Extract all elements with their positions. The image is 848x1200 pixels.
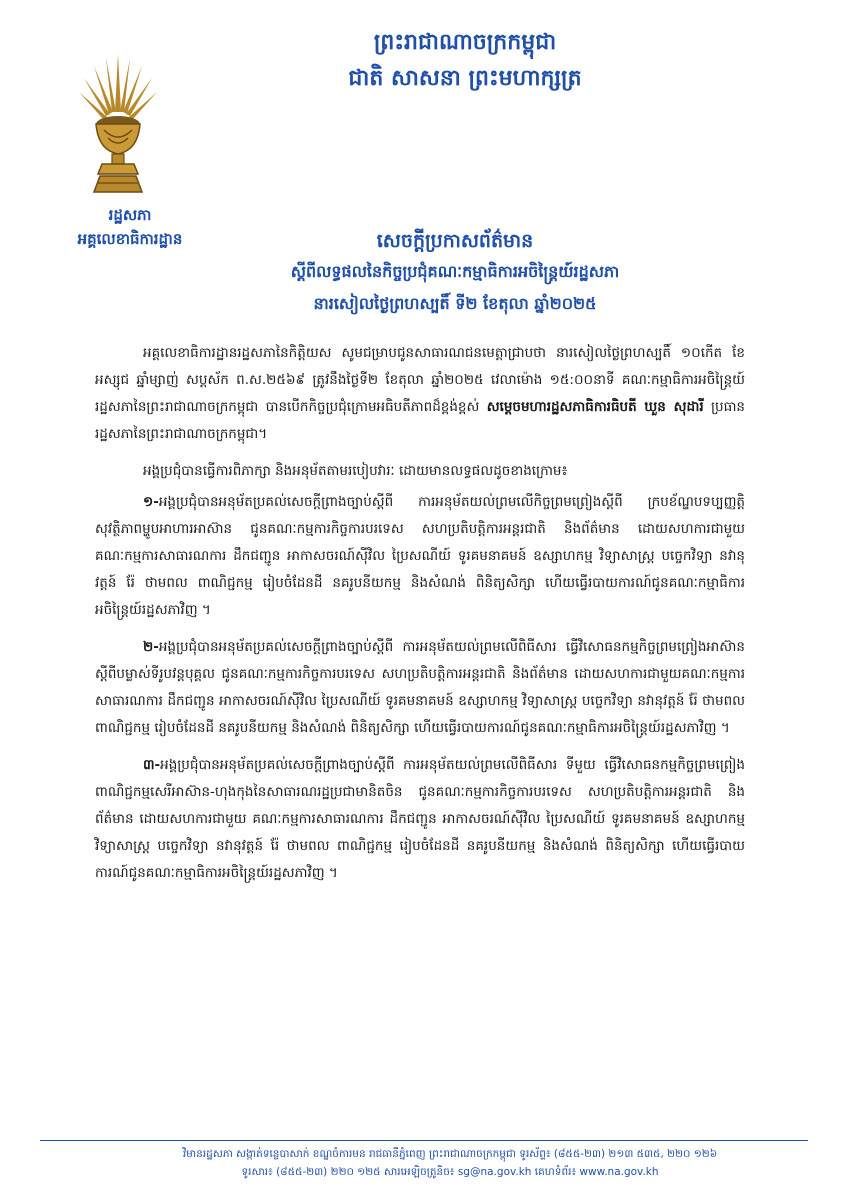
ministry-name: រដ្ឋសភា <box>108 206 152 224</box>
kingdom-title: ព្រះរាជាណាចក្រកម្ពុជា <box>373 30 557 55</box>
president-name: សម្តេចមហារដ្ឋសភាធិការធិបតី ឃួន សុដារី <box>486 399 704 415</box>
item-3-paragraph <box>95 752 745 887</box>
department-name: អគ្គលេខាធិការដ្ឋាន <box>77 230 183 248</box>
item-3-number: ៣- <box>143 757 161 773</box>
document-title: សេចក្តីប្រកាសព័ត៌មាន <box>376 230 534 252</box>
footer-divider <box>40 1140 808 1141</box>
national-motto: ជាតិ សាសនា ព្រះមហាក្សត្រ <box>348 66 582 91</box>
intro-paragraph <box>95 340 745 448</box>
summary-paragraph: អង្គប្រជុំបានធ្វើការពិភាក្សា និងអនុម័តតាមរបៀបវារៈ ដោយមានលទ្ធផលដូចខាងក្រោម៖ <box>143 463 568 479</box>
item-1-number: ១- <box>143 494 159 510</box>
item-2-text: អង្គប្រជុំបានអនុម័តប្រគល់សេចក្តីព្រាងច្បាប់ស្តីពី ការអនុម័តយល់ព្រមលើពិធីសារ ធ្វើវិសោធនកម្មកិច្ចព្រមព្រៀងអាស៊ានស្តីពីបម្លាស់ទីរូបវន្តបុគ្គល ជូនគណៈកម្មការកិច្ចការបរទេស សហប្រតិបត្តិការអន្តរជាតិ និងព័ត៌មាន ដោយសហការជាមួយគណៈកម្មការសាធារណការ ដឹកជញ្ជូន អាកាសចរណ៍ស៊ីវិល ប្រៃសណីយ៍ ទូរគមនាគមន៍ ឧស្សាហកម្ម វិទ្យាសាស្ត្រ បច្ចេកវិទ្យា នវានុវត្តន៍ រ៉ែ ថាមពល ពាណិជ្ជកម្ម រៀបចំដែនដី នគរូបនីយកម្ម និងសំណង់ ពិនិត្យសិក្សា ហើយធ្វើរបាយការណ៍ជូនគណៈកម្មាធិការអចិន្ត្រៃយ៍រដ្ឋសភាវិញ ។ <box>95 639 745 736</box>
intro-text: អគ្គលេខាធិការដ្ឋានរដ្ឋសភានៃកិត្តិយស សូមជម្រាបជូនសាធារណជនមេត្តាជ្រាបថា នារសៀលថ្ងៃព្រហស្បតិ៍ ១០កើត ខែអស្សុជ ឆ្នាំម្សាញ់ សប្តស័ក ព.ស.២៥៦៩ ត្រូវនឹងថ្ងៃទី២ ខែតុលា ឆ្នាំ២០២៥ វេលាម៉ោង ១៥:០០នាទី គណៈកម្មាធិការអចិន្ត្រៃយ៍រដ្ឋសភានៃព្រះរាជាណាចក្រកម្ពុជា បានបើកកិច្ចប្រជុំក្រោមអធិបតីភាពដ៏ខ្ពង់ខ្ពស់ <box>95 345 745 415</box>
item-2-paragraph <box>95 634 745 742</box>
intro-text-end: ប្រធានរដ្ឋសភានៃព្រះរាជាណាចក្រកម្ពុជា។ <box>95 399 745 442</box>
item-2-number: ២- <box>143 639 159 655</box>
footer-address: វិមានរដ្ឋសភា សង្កាត់ទន្លេបាសាក់ ខណ្ឌចំការមន រាជធានីភ្នំពេញ ព្រះរាជាណាចក្រកម្ពុជា ទូរស័ព្ទ៖ (៨៥៥-២៣) ២១៣ ៥៣៥, ២២០ ១២៦ <box>182 1148 718 1160</box>
footer-contact: ទូរសារ៖ (៨៥៥-២៣) ២២០ ១២៥ សារអេឡិចត្រូនិច៖ sg@na.gov.kh គេហទំព័រ៖ www.na.gov.kh <box>241 1166 659 1178</box>
item-1-text: អង្គប្រជុំបានអនុម័តប្រគល់សេចក្តីព្រាងច្បាប់ស្តីពី ការអនុម័តយល់ព្រមលើកិច្ចព្រមព្រៀងស្តីពី ក្របខ័ណ្ឌបទប្បញ្ញត្តិសុវត្ថិភាពម្ហូបអាហារអាស៊ាន ជូនគណៈកម្មការកិច្ចការបរទេស សហប្រតិបត្តិការអន្តរជាតិ និងព័ត៌មាន ដោយសហការជាមួយ គណៈកម្មការសាធារណការ ដឹកជញ្ជូន អាកាសចរណ៍ស៊ីវិល ប្រៃសណីយ៍ ទូរគមនាគមន៍ ឧស្សាហកម្ម វិទ្យាសាស្ត្រ បច្ចេកវិទ្យា នវានុវត្តន៍ រ៉ែ ថាមពល ពាណិជ្ជកម្ម រៀបចំដែនដី នគរូបនីយកម្ម និងសំណង់ ពិនិត្យសិក្សា ហើយធ្វើរបាយការណ៍ជូនគណៈកម្មាធិការអចិន្ត្រៃយ៍រដ្ឋសភាវិញ ។ <box>95 494 745 618</box>
item-1-paragraph <box>95 489 745 624</box>
item-3-text: អង្គប្រជុំបានអនុម័តប្រគល់សេចក្តីព្រាងច្បាប់ស្តីពី ការអនុម័តយល់ព្រមលើពិធីសារ ទីមួយ ធ្វើវិសោធនកម្មកិច្ចព្រមព្រៀងពាណិជ្ជកម្មសេរីអាស៊ាន-ហុងកុងនៃសាធារណរដ្ឋប្រជាមានិតចិន ជូនគណៈកម្មការកិច្ចការបរទេស សហប្រតិបត្តិការអន្តរជាតិ និងព័ត៌មាន ដោយសហការជាមួយ គណៈកម្មការសាធារណការ ដឹកជញ្ជូន អាកាសចរណ៍ស៊ីវិល ប្រៃសណីយ៍ ទូរគមនាគមន៍ ឧស្សាហកម្ម វិទ្យាសាស្ត្រ បច្ចេកវិទ្យា នវានុវត្តន៍ រ៉ែ ថាមពល ពាណិជ្ជកម្ម រៀបចំដែនដី នគរូបនីយកម្ម និងសំណង់ ពិនិត្យសិក្សា ហើយធ្វើរបាយការណ៍ជូនគណៈកម្មាធិការអចិន្ត្រៃយ៍រដ្ឋសភាវិញ ។ <box>95 757 745 881</box>
national-assembly-emblem-icon <box>78 52 158 202</box>
document-body <box>95 340 745 897</box>
document-date-line: នារសៀលថ្ងៃព្រហស្បតិ៍ ទី២ ខែតុលា ឆ្នាំ២០២៥ <box>313 294 597 313</box>
document-subtitle: ស្តីពីលទ្ធផលនៃកិច្ចប្រជុំគណៈកម្មាធិការអចិន្ត្រៃយ៍រដ្ឋសភា <box>290 262 620 281</box>
